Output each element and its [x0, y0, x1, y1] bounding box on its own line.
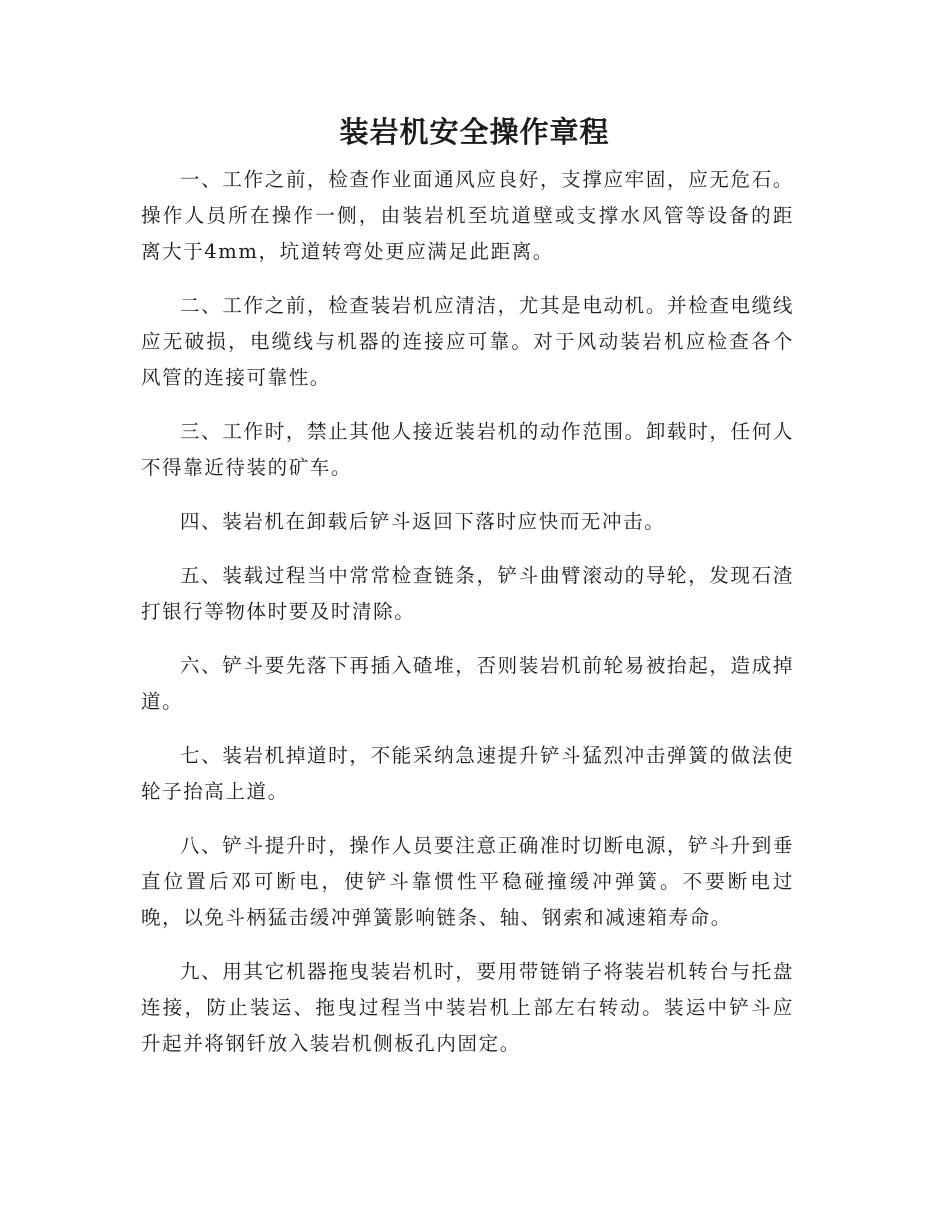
- paragraph-5: 五、装载过程当中常常检查链条，铲斗曲臂滚动的导轮，发现石渣打银行等物体时要及时清除。: [141, 564, 794, 623]
- paragraph-4: 四、装岩机在卸载后铲斗返回下落时应快而无冲击。: [180, 510, 666, 533]
- paragraph-1: 一、工作之前，检查作业面通风应良好，支撑应牢固，应无危石。操作人员所在操作一侧，由装岩机至坑道壁或支撑水风管等设备的距离大于4mm，坑道转弯处更应满足此距离。: [141, 168, 794, 263]
- paragraph-6: 六、铲斗要先落下再插入碴堆，否则装岩机前轮易被抬起，造成掉道。: [141, 654, 794, 713]
- paragraph-9: 九、用其它机器拖曳装岩机时，要用带链销子将装岩机转台与托盘连接，防止装运、拖曳过程当中装岩机上部左右转动。装运中铲斗应升起并将钢钎放入装岩机侧板孔内固定。: [141, 960, 794, 1055]
- paragraph-2: 二、工作之前，检查装岩机应清洁，尤其是电动机。并检查电缆线应无破损，电缆线与机器的连接应可靠。对于风动装岩机应检查各个风管的连接可靠性。: [141, 294, 794, 389]
- document-title: 装岩机安全操作章程: [339, 115, 610, 149]
- paragraph-3: 三、工作时，禁止其他人接近装岩机的动作范围。卸载时，任何人不得靠近待装的矿车。: [141, 420, 794, 479]
- paragraph-8: 八、铲斗提升时，操作人员要注意正确准时切断电源，铲斗升到垂直位置后邓可断电，使铲斗靠惯性平稳碰撞缓冲弹簧。不要断电过晚，以免斗柄猛击缓冲弹簧影响链条、轴、钢索和减速箱寿命。: [141, 834, 794, 929]
- paragraph-7: 七、装岩机掉道时，不能采纳急速提升铲斗猛烈冲击弹簧的做法使轮子抬高上道。: [141, 744, 794, 803]
